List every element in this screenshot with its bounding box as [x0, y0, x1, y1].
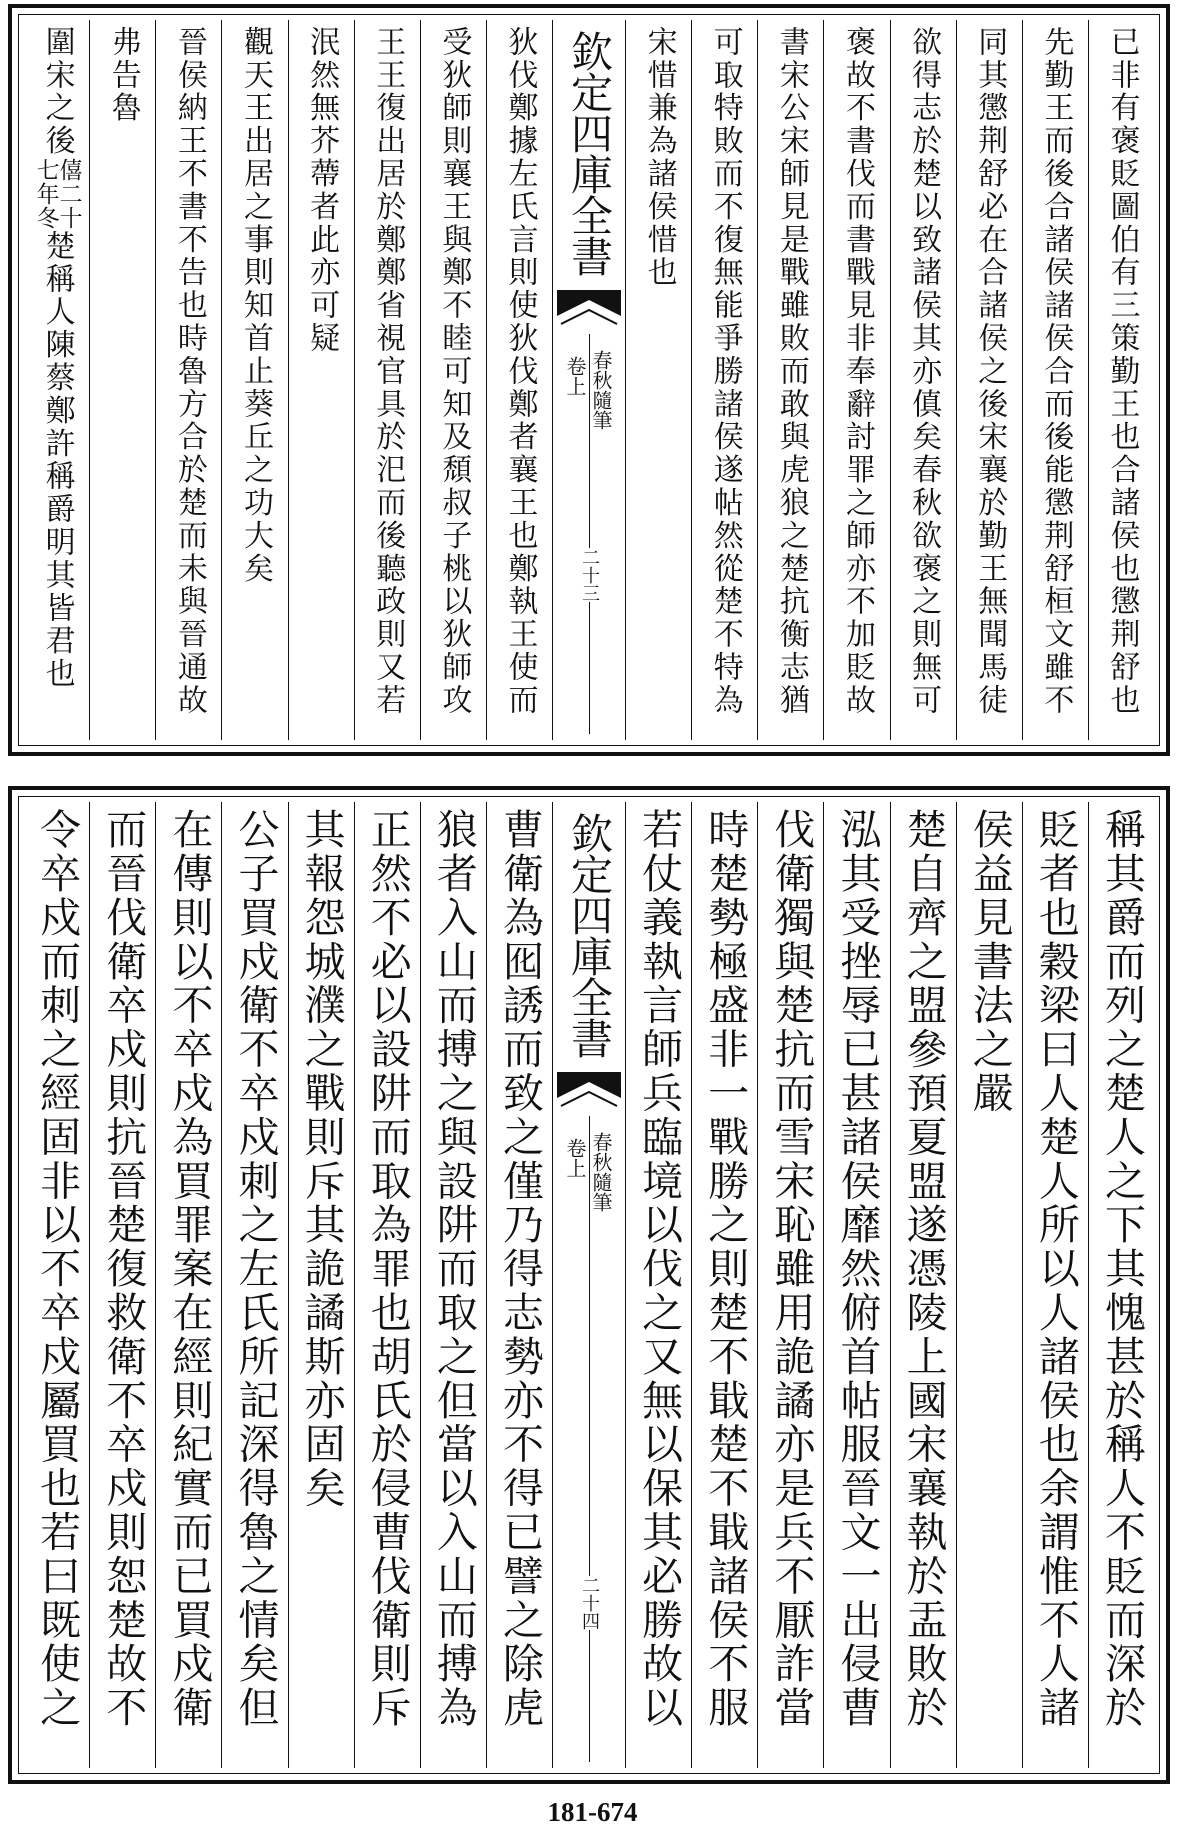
column-text: 狼者入山而搏之與設阱而取之但當以入山而搏為: [429, 808, 478, 1730]
header-book-title: 春秋隨筆: [589, 1132, 613, 1212]
column-text: 其報怨城濮之戰則斥其詭譎斯亦固矣: [297, 808, 346, 1511]
column-text: 同其懲荆舒必在合諸侯之後宋襄於勤王無聞馬徒: [972, 26, 1008, 717]
text-column: [288, 20, 354, 740]
text-columns: [24, 20, 1154, 740]
note-right: 僖二十: [55, 157, 82, 230]
text-column: [890, 20, 956, 740]
text-column: [956, 802, 1022, 1768]
text-column: [354, 802, 420, 1768]
text-column: [221, 802, 287, 1768]
column-text: 弗告魯: [105, 26, 141, 125]
column-text: 楚稱人陳蔡鄭許稱爵明其皆君也: [39, 229, 75, 691]
column-text: 受狄師則襄王與鄭不睦可知及頹叔子桃以狄師攻: [436, 26, 472, 717]
column-text: 而晉伐衛卒戍則抗晉楚復救衛不卒戍則恕楚故不: [99, 808, 148, 1730]
text-column-with-note: [24, 20, 89, 740]
column-text: 書宋公宋師見是戰雖敗而敢與虎狼之楚抗衡志猶: [773, 26, 809, 717]
column-text: 圍宋之後: [39, 26, 75, 158]
text-column: [89, 802, 155, 1768]
column-text: 在傳則以不卒戍為買罪案在經則紀實而已買戍衛: [165, 808, 214, 1730]
column-text: 伐衛獨與楚抗而雪宋恥雖用詭譎亦是兵不厭詐當: [767, 808, 816, 1730]
column-text: 貶者也穀梁曰人楚人所以人諸侯也余謂惟不人諸: [1031, 808, 1080, 1730]
text-column: [89, 20, 155, 740]
column-text: 先勤王而後合諸侯諸侯合而後能懲荆舒桓文雖不: [1038, 26, 1074, 717]
column-text: 令卒戍而刺之經固非以不卒戍屬買也若曰既使之: [33, 808, 82, 1730]
column-text: 楚自齊之盟參預夏盟遂憑陵上國宋襄執於盂敗於: [899, 808, 948, 1730]
column-text: 褒故不書伐而書戰見非奉辭討罪之師亦不加貶故: [839, 26, 875, 717]
center-fold-column: [552, 802, 625, 1768]
page-number: 二十三: [576, 548, 602, 602]
column-text: 正然不必以設阱而取為罪也胡氏於侵曹伐衛則斥: [363, 808, 412, 1730]
text-column: [625, 20, 691, 740]
text-column: [354, 20, 420, 740]
text-column: [486, 20, 552, 740]
text-column: [691, 20, 757, 740]
text-column: [823, 802, 889, 1768]
column-text: 公子買戍衛不卒戍刺之左氏所記深得魯之情矣但: [231, 808, 280, 1730]
center-rule: [589, 1116, 590, 1762]
text-column: [24, 802, 89, 1768]
column-text: 狄伐鄭據左氏言則使狄伐鄭者襄王也鄭執王使而: [502, 26, 538, 717]
text-column: [486, 802, 552, 1768]
header-title: 欽定四庫全書: [565, 30, 614, 276]
fishtail-icon: [557, 290, 621, 326]
page-lower: [8, 786, 1170, 1784]
fishtail-icon: [557, 1072, 621, 1108]
text-column: [757, 802, 823, 1768]
column-text: 晉侯納王不書不告也時魯方合於楚而未與晉通故: [171, 26, 207, 717]
text-column: [890, 802, 956, 1768]
column-text: 宋惜兼為諸侯惜也: [641, 26, 677, 290]
column-text: 泓其受挫辱已甚諸侯靡然俯首帖服晉文一出侵曹: [833, 808, 882, 1730]
note-left: 七年冬: [32, 157, 59, 230]
interlinear-note: [34, 158, 80, 230]
text-column: [823, 20, 889, 740]
column-text: 欲得志於楚以致諸侯其亦傎矣春秋欲褒之則無可: [906, 26, 942, 717]
text-column: [956, 20, 1022, 740]
text-column: [420, 20, 486, 740]
text-column: [691, 802, 757, 1768]
column-text: 觀天王出居之事則知首止葵丘之功大矣: [237, 26, 273, 586]
text-column: [288, 802, 354, 1768]
column-text: 可取特敗而不復無能爭勝諸侯遂帖然從楚不特為: [707, 26, 743, 717]
column-text: 已非有褒貶圖伯有三策勤王也合諸侯也懲荆舒也: [1104, 26, 1140, 717]
page-number: 二十四: [576, 1576, 602, 1630]
text-column: [625, 802, 691, 1768]
text-column: [155, 802, 221, 1768]
text-column: [1022, 20, 1088, 740]
column-text: 侯益見書法之嚴: [965, 808, 1014, 1116]
column-text: 若仗義執言師兵臨境以伐之又無以保其必勝故以: [635, 808, 684, 1730]
header-volume: 卷上: [563, 1138, 587, 1178]
header-volume: 卷上: [563, 356, 587, 396]
column-text: 王王復出居於鄭鄭省視官具於汜而後聽政則又若: [370, 26, 406, 717]
column-text: 時楚勢極盛非一戰勝之則楚不戢楚不戢諸侯不服: [701, 808, 750, 1730]
center-fold-column: [552, 20, 625, 740]
text-column: [1088, 802, 1154, 1768]
header-book-title: 春秋隨筆: [589, 350, 613, 430]
text-column: [420, 802, 486, 1768]
text-column: [757, 20, 823, 740]
header-title: 欽定四庫全書: [565, 812, 614, 1058]
text-column: [1088, 20, 1154, 740]
page-upper: [8, 4, 1170, 756]
text-column: [155, 20, 221, 740]
text-column: [221, 20, 287, 740]
text-columns: [24, 802, 1154, 1768]
column-text: 曹衛為囮誘而致之僅乃得志勢亦不得已譬之除虎: [495, 808, 544, 1730]
page-footer-number: 181-674: [547, 1797, 638, 1827]
column-text: 稱其爵而列之楚人之下其愧甚於稱人不貶而深於: [1097, 808, 1146, 1730]
column-text: 泯然無芥蔕者此亦可疑: [304, 26, 340, 355]
text-column: [1022, 802, 1088, 1768]
